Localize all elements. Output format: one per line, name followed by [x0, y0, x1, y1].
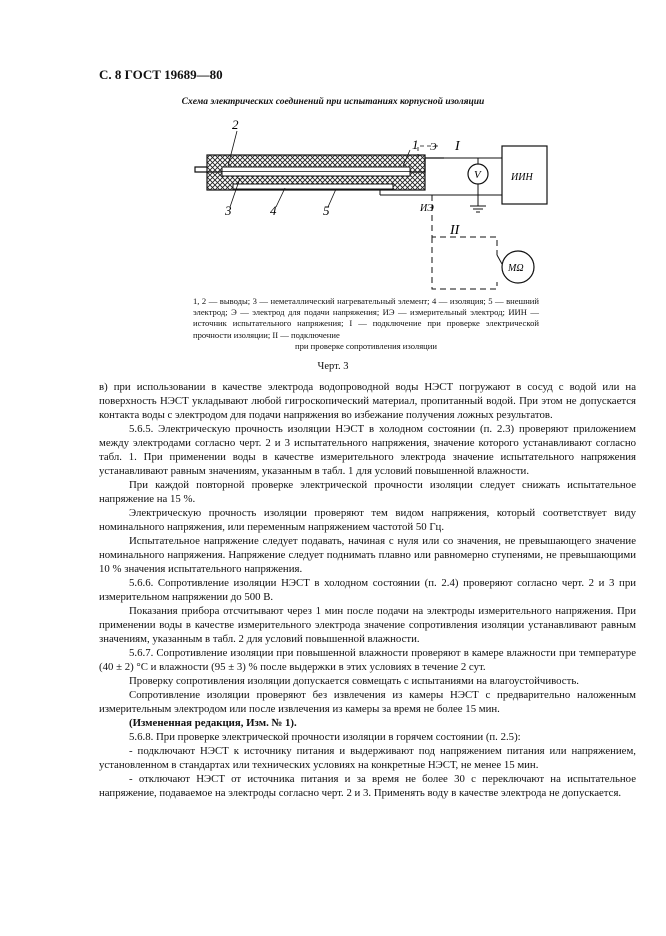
label-e: Э: [430, 142, 437, 153]
diagram-title: Схема электрических соединений при испытаниях корпусной изоляции: [181, 97, 485, 107]
label-2: 2: [232, 117, 239, 132]
label-II: II: [450, 223, 460, 238]
caption-main: 1, 2 — выводы; 3 — неметаллический нагревательный элемент; 4 — изоляция; 5 — внешний электрод; Э — электрод для подачи напряжения; ИЭ — измерительный электрод; ИИН — источник испытательного напряжения; I — подключение при проверке электрической прочности изоляции; II — подключение: [193, 296, 539, 340]
paragraph: 5.6.6. Сопротивление изоляции НЭСТ в холодном состоянии (п. 2.4) проверяют согласно черт. 2 и 3 при измерительном напряжении до 500 В.: [99, 577, 636, 603]
paragraph: Электрическую прочность изоляции проверяют тем видом напряжения, который соответствует виду номинального напряжения, или переменным напряжением частотой 50 Гц.: [99, 507, 636, 533]
label-ie: ИЭ: [420, 203, 434, 214]
label-mo: МΩ: [508, 263, 524, 274]
label-4: 4: [270, 203, 277, 218]
paragraph: При каждой повторной проверке электрической прочности изоляции следует снижать испытательное напряжение на 15 %.: [99, 479, 636, 505]
body-text: [99, 380, 636, 800]
label-5: 5: [323, 203, 330, 218]
paragraph: 5.6.5. Электрическую прочность изоляции НЭСТ в холодном состоянии (п. 2.3) проверяют приложением между электродами согласно черт. 2 и 3 испытательного напряжения, значение которого устанавливают согласно табл. 1. При применении воды в качестве измерительного электрода значение испытательного напряжения устанавливают равным значениям, указанным в табл. 1 для условий повышенной влажности.: [99, 423, 636, 477]
paragraph: - подключают НЭСТ к источнику питания и выдерживают под напряжением питания или напряжением, установленном в стандартах или технических условиях на конкретные НЭСТ, не менее 15 мин.: [99, 745, 636, 771]
paragraph: 5.6.8. При проверке электрической прочности изоляции в горячем состоянии (п. 2.5):: [129, 731, 521, 743]
paragraph: Проверку сопротивления изоляции допускается совмещать с испытаниями на влагоустойчивость.: [129, 675, 579, 687]
ground-icon: [470, 206, 486, 212]
outer-electrode: [233, 184, 393, 189]
label-iin: ИИН: [511, 172, 533, 183]
connection-ii-return: [432, 237, 497, 289]
page-header: С. 8 ГОСТ 19689—80: [99, 67, 223, 82]
caption-last-line: при проверке сопротивления изоляции: [295, 340, 437, 351]
paragraph: в) при использовании в качестве электрода водопроводной воды НЭСТ погружают в сосуд с водой или на поверхность НЭСТ укладывают любой гигроскопический материал, пропитанный водой. При этом не допускается контакта воды с электродом для подачи напряжения во избежание получения ложных результатов.: [99, 381, 636, 421]
connection-diagram: [0, 0, 666, 300]
paragraph: Сопротивление изоляции проверяют без извлечения из камеры НЭСТ с предварительно наложенным измерительным электродом или после извлечения из камеры за время не более 15 мин.: [99, 689, 636, 715]
label-I: I: [455, 139, 460, 154]
connection-ii-dashed-1: [432, 195, 497, 255]
paragraph: Показания прибора отсчитывают через 1 мин после подачи на электроды измерительного напряжения. При применении воды в качестве измерительного электрода значение сопротивления изоляции устанавливают равным значениям, указанным в табл. 2 для условий повышенной влажности.: [99, 605, 636, 645]
figure-label: Черт. 3: [317, 361, 349, 372]
paragraph: Испытательное напряжение следует подавать, начиная с нуля или со значения, не превышающего значение номинального напряжения. Напряжение следует поднимать плавно или равномерно ступенями, не превышающими 10 % значения испытательного напряжения.: [99, 535, 636, 575]
paragraph: 5.6.7. Сопротивление изоляции при повышенной влажности проверяют в камере влажности при температуре (40 ± 2) °С и влажности (95 ± 3) % после выдержки в этих условиях в течение 2 сут.: [99, 647, 636, 673]
paragraph: - отключают НЭСТ от источника питания и за время не более 30 с переключают на испытательное напряжение, подаваемое на электроды согласно черт. 2 и 3. Применять воду в качестве электрода не допускается.: [99, 773, 636, 799]
label-1: 1: [412, 137, 419, 152]
amendment-note: (Измененная редакция, Изм. № 1).: [129, 717, 297, 729]
label-3: 3: [225, 203, 232, 218]
leader-4: [276, 188, 285, 207]
label-V: V: [474, 169, 481, 181]
diagram-caption: [193, 296, 539, 352]
